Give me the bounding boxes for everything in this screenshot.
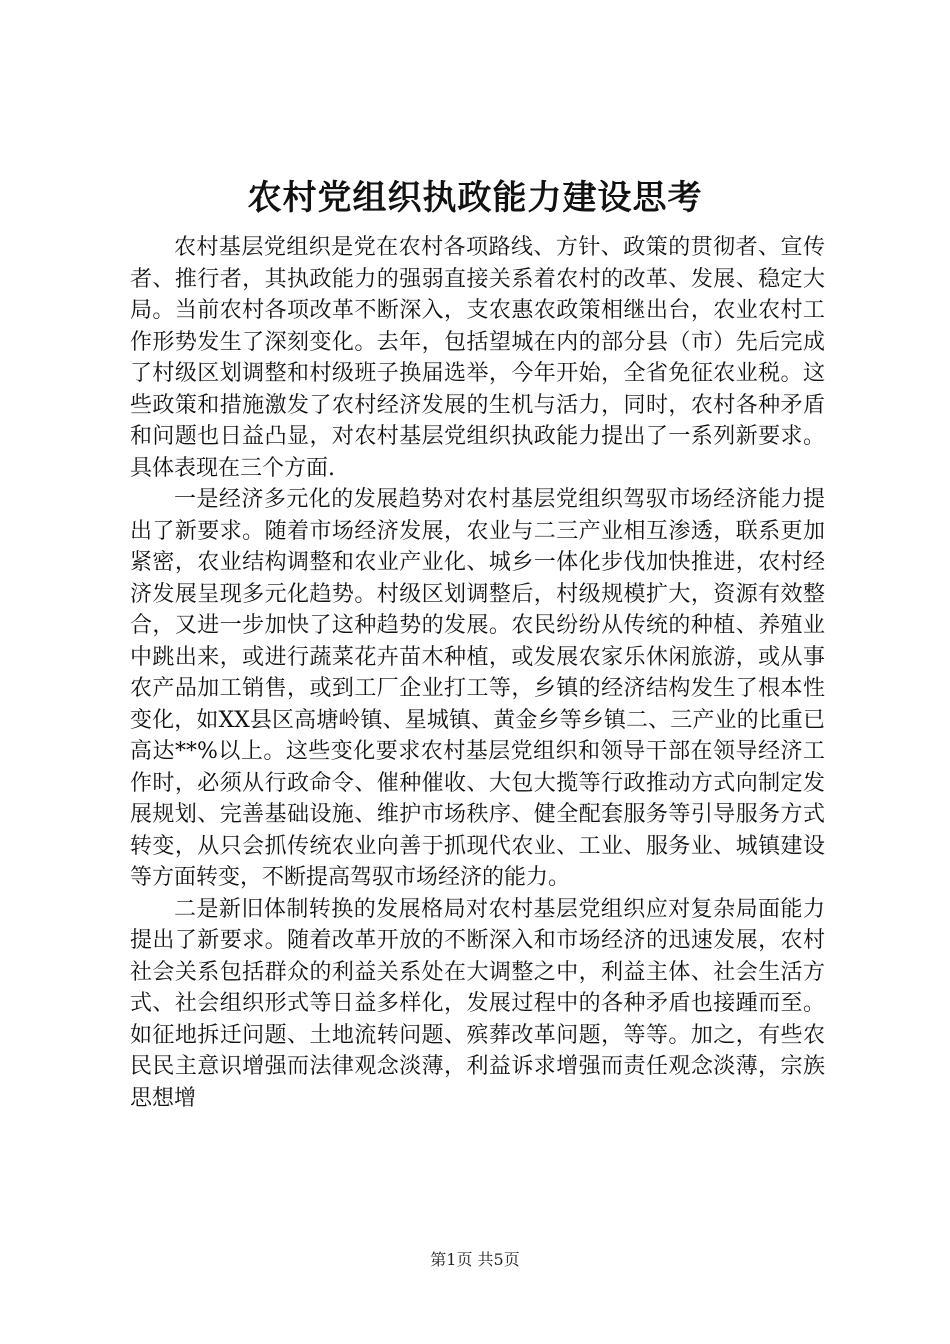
document-title: 农村党组织执政能力建设思考 xyxy=(247,178,703,218)
document-body xyxy=(130,232,825,1114)
page-number: 第1页 共5页 xyxy=(430,1250,520,1269)
paragraph-intro: 农村基层党组织是党在农村各项路线、方针、政策的贯彻者、宣传者、推行者，其执政能力的强弱直接关系着农村的改革、发展、稳定大局。当前农村各项改革不断深入，支农惠农政策相继出台，农业农村工作形势发生了深刻变化。去年，包括望城在内的部分县（市）先后完成了村级区划调整和村级班子换届选举，今年开始，全省免征农业税。这些政策和措施激发了农村经济发展的生机与活力，同时，农村各种矛盾和问题也日益凸显，对农村基层党组织执政能力提出了一系列新要求。具体表现在三个方面. xyxy=(130,235,825,481)
paragraph-system: 二是新旧体制转换的发展格局对农村基层党组织应对复杂局面能力提出了新要求。随着改革开放的不断深入和市场经济的迅速发展，农村社会关系包括群众的利益关系处在大调整之中，利益主体、社会生活方式、社会组织形式等日益多样化，发展过程中的各种矛盾也接踵而至。如征地拆迁问题、土地流转问题、殡葬改革问题，等等。加之，有些农民民主意识增强而法律观念淡薄，利益诉求增强而责任观念淡薄，宗族思想增 xyxy=(130,896,825,1111)
paragraph-economic: 一是经济多元化的发展趋势对农村基层党组织驾驭市场经济能力提出了新要求。随着市场经济发展，农业与二三产业相互渗透，联系更加紧密，农业结构调整和农业产业化、城乡一体化步伐加快推进，农村经济发展呈现多元化趋势。村级区划调整后，村级规模扩大，资源有效整合，又进一步加快了这种趋势的发展。农民纷纷从传统的种植、养殖业中跳出来，或进行蔬菜花卉苗木种植，或发展农家乐休闲旅游，或从事农产品加工销售，或到工厂企业打工等，乡镇的经济结构发生了根本性变化，如XX县区高塘岭镇、星城镇、黄金乡等乡镇二、三产业的比重已高达**%以上。这些变化要求农村基层党组织和领导干部在领导经济工作时，必须从行政命令、催种催收、大包大揽等行政推动方式向制定发展规划、完善基础设施、维护市场秩序、健全配套服务等引导服务方式转变，从只会抓传统农业向善于抓现代农业、工业、服务业、城镇建设等方面转变，不断提高驾驭市场经济的能力。 xyxy=(130,487,825,890)
